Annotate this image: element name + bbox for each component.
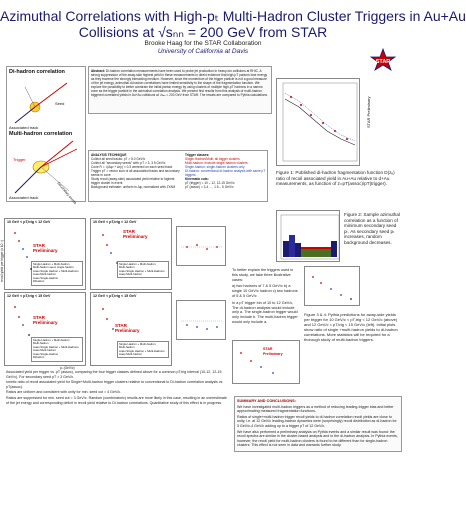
trig-panel-4	[90, 292, 172, 366]
trig-panel-title: 12 GeV < pT,trig < 15 GeV	[93, 294, 137, 298]
analysis-column	[91, 153, 181, 189]
y-axis-label: recoil yield per trigger (x 10⁻²)	[0, 239, 4, 282]
note-item: Associated yield per trigger vs. pT (assoc), comparing the four trigger classes defined above for a common pT,trig interval (10-12, 12-15 GeV/c). For secondary seed pT > 3 GeV/c.	[6, 370, 222, 379]
fig1-svg	[277, 79, 361, 167]
legend-entry: Dihadron	[33, 279, 45, 284]
trig-panel-title: 10 GeV < pT,trig < 12 GeV	[7, 220, 51, 224]
fig2-plot	[276, 210, 340, 262]
compare-text	[232, 268, 300, 325]
legend-entry: Auau Single Hadron + Multi-Hadrons	[33, 344, 79, 349]
summary-item: Ratios of single+multi-hadron trigger recoil yields to di-hadron correlation recoil yields are close to unity, i.e. at 12 GeV/c leading-hadron dynamics were (surprisingly) recoil distribution as di-hadron for 3 GeV/c-4 GeV/c adding up to a trigger pT of 12 GeV/c.	[237, 414, 397, 428]
header	[0, 8, 466, 56]
note-item: Ionetic ratio of recoil associated yield for Single+Multi-hadron trigger clusters relative to conventional to Di-hadron correlation analysis vs pT(assoc).	[6, 380, 223, 389]
legend-entry: Multi-hadron	[119, 265, 135, 270]
analysis-item: Study recoil (away-side) associated yield relative to highest trigger cluster in event	[91, 177, 175, 185]
fig1-ylabel: STAR Preliminary	[366, 96, 371, 128]
abstract-text: Di-hadron correlation measurements have been used to probe jet production in heavy-ion collisions at RHIC. A strong suppression of the away-side highest yield in these measurements in direct evidence that high-pT partons lose energy as they traverse the strongly interacting medium. However, since the momentum of the trigger particle is not a good measure of the jet energy, azimuthal di-hadron correlations have limited sensitivity to the shape of the fragmentation function. We explore the possibility to better constrain the initial parton energy by using clusters of multiple high-pT hadrons in a narrow cone as the trigger particle in the azimuthal correlation analysis. We present first results from this analysis of multi-hadron triggered correlated yields in Au+Au collisions at √sₙₙ = 200 GeV from STAR. The results are compared to Pythia calculations.	[91, 69, 268, 97]
compare-para: a) two hadrons of 7 & 5 GeV/c b) a single 10 GeV/c hadron c) two hadrons of 5 & 5 GeV/c	[232, 284, 298, 298]
ratio-panel-2	[176, 300, 226, 340]
note-item: Ratios are suppressed for min. seed cut = 3 GeV/c. Random (combinatoric) results are more likely in this case, resulting in an overestimate of the jet energy and corresponding deficit in recoil yield relative to Di-hadron correlations. Quantitative study of this effect is in progress.	[6, 395, 227, 405]
legend-entry: Auau Multi-hadron	[119, 352, 142, 357]
legend-entry: Auau Single-Hadron	[33, 351, 59, 356]
trigger-column	[185, 153, 267, 189]
legend-entry: Auau Multi-hadron	[33, 272, 56, 277]
star-preliminary: STAR Preliminary	[33, 315, 58, 325]
analysis-heading: ANALYSIS TECHNIQUE	[91, 153, 127, 157]
analysis-item: Collect all seed tracks: pT > 5.0 GeV/c	[91, 157, 146, 161]
dihadron-diagram	[7, 75, 87, 131]
assoc-label-2: Associated track	[9, 195, 39, 200]
legend-entry: Multi-hadron	[119, 345, 135, 350]
legend-entry: Auau Single Hadron + Multi-Hadrons	[33, 268, 79, 273]
x-axis-label: pₜ (GeV/c)	[60, 366, 75, 370]
trigger-heading: Trigger classes:	[185, 153, 210, 157]
trig-panel-1	[4, 218, 86, 290]
legend-entry: Single Hadron + Multi-hadron	[119, 341, 156, 346]
summary-item: We have investigated multi-hadron triggers as a method of reducing leading-trigger bias and better approximating measured fragmentation functions.	[237, 404, 394, 414]
dihadron-label: Di-hadron correlation	[9, 69, 65, 75]
legend-entry: Multi-hadron seed, single hadron	[33, 265, 74, 270]
compare-para: To better explain the triggers used in this study, we take three illustrative cases:	[232, 268, 294, 282]
pythia-plot-1-svg	[305, 267, 361, 307]
fig1-plot	[276, 78, 360, 166]
trigger-item: Di-hadron: conventional di-hadron analysis with same pT triggers	[185, 169, 266, 177]
legend-entry: Auau Multi-hadron	[33, 348, 56, 353]
multihadron-label: Multi-hadron correlation	[9, 131, 73, 137]
trig-panel-1-marks	[5, 219, 87, 291]
kin-item: pT (assoc) = 3-4 …, 1.5 – 5 GeV/c	[185, 185, 234, 189]
ratio-panel-1	[176, 226, 226, 266]
title-line-1: Azimuthal Correlations with High-pₜ Multi-Hadron Cluster Triggers in Au+Au	[0, 8, 466, 24]
legend-entry: Auau Multi-hadron	[119, 272, 142, 277]
kin-item: pT (trigger) = 10 – 12, 12-15 GeV/c	[185, 181, 235, 185]
analysis-item: Trigger pT = vector sum of all associated tracks and secondary seeds in cone	[91, 169, 180, 177]
trig-panel-3-marks	[5, 293, 87, 367]
star-logo	[368, 48, 398, 72]
analysis-item: Background estimate: uniform in Δφ, normalized with ZYAM	[91, 185, 176, 189]
diagram-panel	[6, 66, 86, 205]
note-item: Ratios are uniform and consistent with unity for min. seed cut = 4 GeV/c.	[6, 390, 122, 395]
compare-para: In a pT trigger bin of 10 to 12 GeV/c, The di-hadron analysis would include only a. The single-hadron trigger would only include b. The multi-hadron trigger would only include a.	[232, 300, 298, 324]
bottom-notes	[6, 370, 230, 406]
legend-entry: Auau Single Hadron + Multi-Hadrons	[119, 268, 165, 273]
ratio-panel-1-svg	[177, 227, 227, 267]
seed-label: Seed	[55, 101, 65, 106]
legend-entry: Auau Single Hadron + Multi-Hadrons	[119, 348, 165, 353]
summary-heading: SUMMARY AND CONCLUSIONS:	[237, 399, 296, 403]
legend-entry: Single Hadron + Multi-hadron	[33, 261, 70, 266]
legend-entry: Auau Single-Hadron	[33, 275, 59, 280]
legend-entry: Multi-hadron	[33, 341, 49, 346]
legend-entry: Single Hadron + Multi-hadron	[119, 261, 156, 266]
assoc-label-1: Associated track	[9, 125, 39, 130]
fig34-caption: Figure 3 & 4: Pythia predictions for away-side yields per trigger for 10 GeV/c < pT,trig < 12 GeV/c (above) and 12 GeV/c < pT,trig < 15 GeV/c (left). Initial plots show ratio of single +multi-hadron yields to di-hadron correlations. More statistics will be required for a thorough study of multi-hadron triggers.	[304, 312, 398, 342]
star-logo-text: STAR	[375, 59, 391, 65]
affiliation: University of California at Davis	[157, 48, 249, 55]
author: Brooke Haag for the STAR Collaboration	[144, 40, 262, 47]
star-preliminary: STAR Preliminary	[115, 323, 140, 333]
trigger-item: Single-hadron: single-hadron clusters only	[185, 165, 245, 169]
legend-entry: Single Hadron + Multi-hadron	[33, 337, 70, 342]
trigger-item: Multi-hadron: exclude single-hadron clusters	[185, 161, 248, 165]
secondary-seeds-label: Secondary seeds	[56, 181, 78, 205]
trig-panel-2	[90, 218, 172, 290]
trig-panel-2-marks	[91, 219, 173, 291]
pythia-plot-1	[304, 266, 360, 306]
fig2-svg	[277, 211, 341, 263]
star-preliminary: STAR Preliminary	[33, 243, 58, 253]
pythia-plot-2-svg	[233, 341, 301, 385]
trig-panel-4-marks	[91, 293, 173, 367]
title-line-2: Collisions at √sₙₙ = 200 GeV from STAR	[78, 24, 328, 40]
star-preliminary: STAR Preliminary	[123, 229, 148, 239]
star-preliminary: STAR Preliminary	[263, 347, 283, 356]
multihadron-diagram	[7, 137, 87, 205]
legend-entry: Dihadron	[33, 355, 45, 360]
ratio-panel-2-svg	[177, 301, 227, 341]
summary-item: We have also performed a preliminary analysis on Pythia events and a similar result was found: the recoil spectra are similar in the cluster-based analysis and in the di-hadron analysis. In Pythia events, however, the recoil yield for multi-hadron clusters is found to be different than for single-hadron clusters. This effect is not seen in data and warrants further study.	[237, 429, 398, 448]
fig1-caption: Figure 1: Published di-hadron fragmentation function D(zₑ) ratio of recoil associated yield in Au+Au relative to d+Au measurements, as function of z=pT(assoc)/pT(trigger).	[276, 170, 395, 187]
trigger-item: Single-Hadron/Multi: all trigger clusters	[185, 157, 240, 161]
analysis-item: Collect all "secondary seeds" with: pT > 3, 3.5 GeV/c	[91, 161, 166, 165]
trig-panel-3	[4, 292, 86, 366]
trig-panel-title: 12 GeV < pT,trig < 15 GeV	[7, 294, 51, 298]
trigger-label: Trigger	[13, 157, 26, 162]
abstract-box	[88, 66, 272, 114]
pythia-plot-2	[232, 340, 300, 384]
fig2-caption: Figure 2: Sample azimuthal correlation as a function of minimum secondary seed pₜ. As secondary seed pₜ increases, random background decreases.	[344, 212, 400, 245]
trig-panel-title: 10 GeV < pT,trig < 12 GeV	[93, 220, 137, 224]
analysis-box	[88, 150, 268, 202]
abstract-heading: Abstract:	[91, 69, 105, 73]
analysis-item: Cone R = √(Δφ² + Δη²) < 0.3 centered on each seed track	[91, 165, 173, 169]
kin-heading: Kinematic cuts:	[185, 177, 209, 181]
summary-box	[234, 396, 402, 452]
